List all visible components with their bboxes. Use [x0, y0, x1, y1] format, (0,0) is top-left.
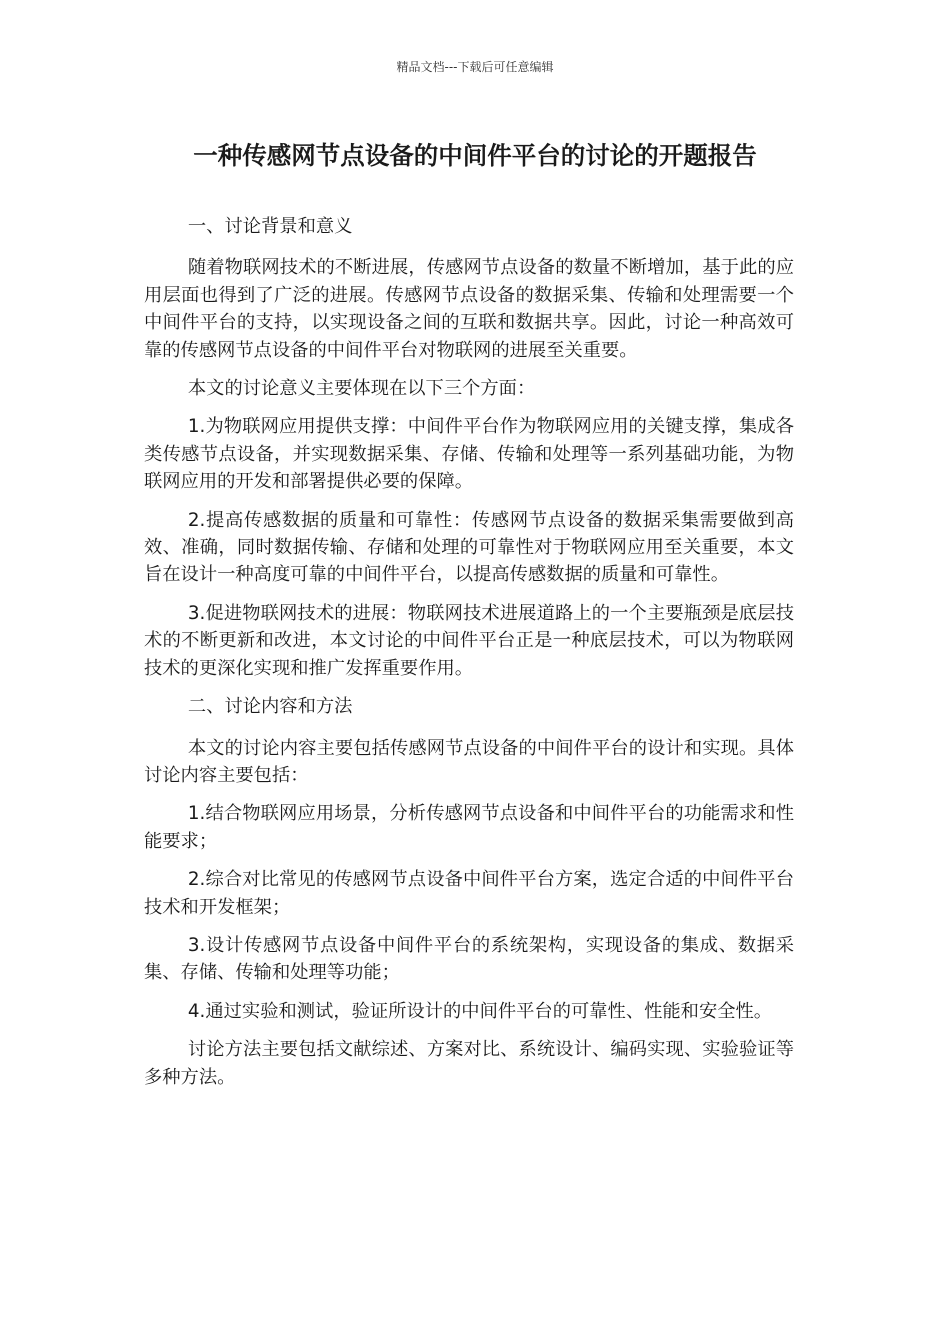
- list-item-significance-2: 2.提高传感数据的质量和可靠性：传感网节点设备的数据采集需要做到高效、准确，同时数据传输、存储和处理的可靠性对于物联网应用至关重要，本文旨在设计一种高度可靠的中间件平台，以提高传感数据的质量和可靠性。: [144, 509, 794, 586]
- list-item-significance-1: 1.为物联网应用提供支撑：中间件平台作为物联网应用的关键支撑，集成各类传感节点设备，并实现数据采集、存储、传输和处理等一系列基础功能，为物联网应用的开发和部署提供必要的保障。: [144, 416, 794, 493]
- list-item-content-3: 3.设计传感网节点设备中间件平台的系统架构，实现设备的集成、数据采集、存储、传输和处理等功能；: [144, 934, 794, 984]
- list-item-significance-3: 3.促进物联网技术的进展：物联网技术进展道路上的一个主要瓶颈是底层技术的不断更新和改进，本文讨论的中间件平台正是一种底层技术，可以为物联网技术的更深化实现和推广发挥重要作用。: [144, 602, 794, 679]
- list-item-content-1: 1.结合物联网应用场景，分析传感网节点设备和中间件平台的功能需求和性能要求；: [144, 803, 794, 852]
- section-heading-1: 一、讨论背景和意义: [187, 216, 353, 237]
- document-title: 一种传感网节点设备的中间件平台的讨论的开题报告: [193, 141, 757, 170]
- list-item-content-4: 4.通过实验和测试，验证所设计的中间件平台的可靠性、性能和安全性。: [187, 1000, 773, 1022]
- paragraph-significance-intro: 本文的讨论意义主要体现在以下三个方面：: [187, 378, 536, 400]
- document-body: [144, 213, 794, 1102]
- header-note: 精品文档---下载后可任意编辑: [396, 60, 554, 74]
- section-heading-2: 二、讨论内容和方法: [187, 696, 353, 718]
- paragraph-content-intro: 本文的讨论内容主要包括传感网节点设备的中间件平台的设计和实现。具体讨论内容主要包括：: [144, 737, 794, 786]
- paragraph-methods: 讨论方法主要包括文献综述、方案对比、系统设计、编码实现、实验验证等多种方法。: [144, 1039, 794, 1088]
- list-item-content-2: 2.综合对比常见的传感网节点设备中间件平台方案，选定合适的中间件平台技术和开发框架；: [144, 869, 794, 918]
- paragraph-background: 随着物联网技术的不断进展，传感网节点设备的数量不断增加，基于此的应用层面也得到了广泛的进展。传感网节点设备的数据采集、传输和处理需要一个中间件平台的支持，以实现设备之间的互联和数据共享。因此，讨论一种高效可靠的传感网节点设备的中间件平台对物联网的进展至关重要。: [144, 257, 794, 361]
